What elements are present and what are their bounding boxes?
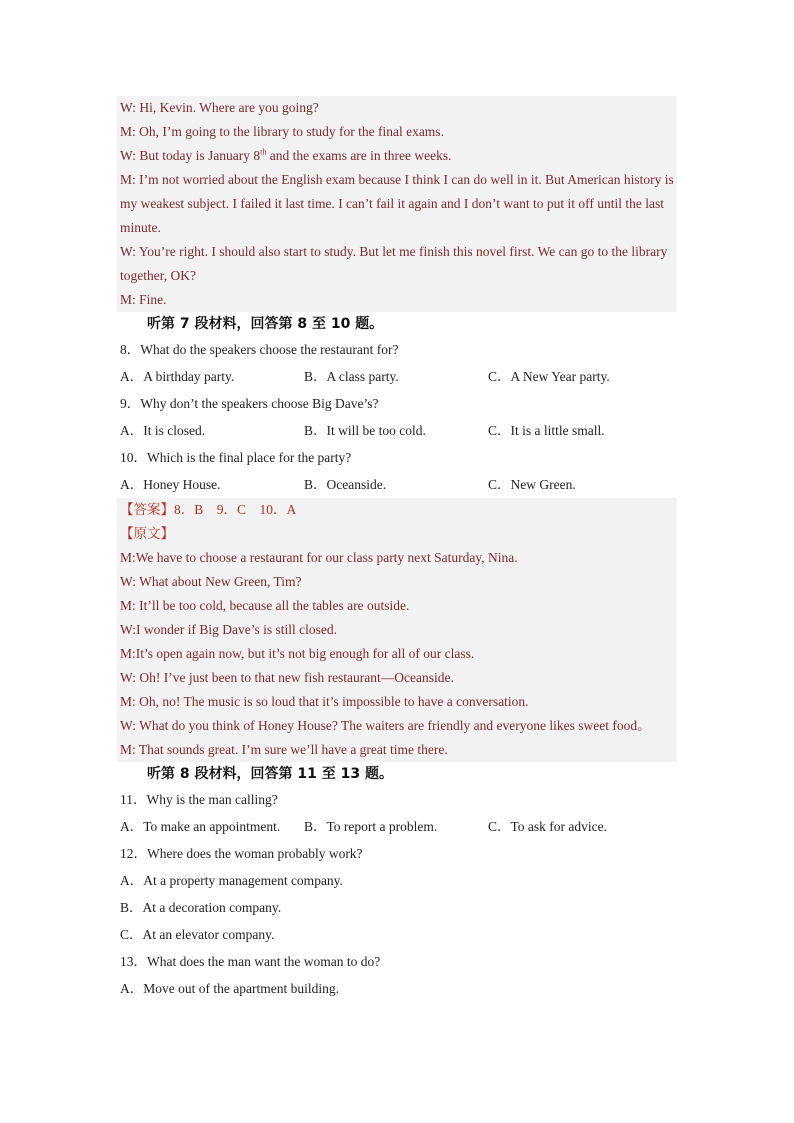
dialogue-line: W: You’re right. I should also start to study. But let me finish this novel first. We can go to the library together, OK? [120, 244, 668, 283]
transcript-line: W:I wonder if Big Dave’s is still closed. [120, 622, 337, 637]
transcript-line: W: What about New Green, Tim? [120, 574, 302, 589]
question-stem: 8．What do the speakers choose the restaurant for? [120, 342, 399, 357]
option-a: A．Move out of the apartment building. [120, 981, 339, 996]
option-b: B．At a decoration company. [120, 900, 282, 915]
question-stem: 13．What does the man want the woman to do? [120, 954, 381, 969]
transcript-label: 【原文】 [120, 526, 174, 541]
option-a: A．Honey House. [120, 477, 221, 492]
options-row [117, 813, 677, 840]
options-row [117, 363, 677, 390]
question-stem: 9．Why don’t the speakers choose Big Dave’s? [120, 396, 379, 411]
option-b: B．To report a problem. [304, 819, 438, 834]
transcript-line: M: It’ll be too cold, because all the tables are outside. [120, 598, 410, 613]
superscript-th: th [260, 147, 267, 157]
transcript-line: W: Oh! I’ve just been to that new fish restaurant—Oceanside. [120, 670, 454, 685]
section-heading: 听第 8 段材料，回答第 11 至 13 题。 [147, 766, 393, 782]
transcript-line: M:We have to choose a restaurant for our class party next Saturday, Nina. [120, 550, 518, 565]
answer-key: 【答案】8．B 9．C 10．A [120, 502, 297, 517]
section-heading: 听第 7 段材料，回答第 8 至 10 题。 [147, 316, 384, 332]
answer-transcript-block [117, 498, 677, 762]
document-page [117, 96, 677, 1002]
option-a: A．It is closed. [120, 423, 206, 438]
question-stem: 10．Which is the final place for the party? [120, 450, 352, 465]
option-c: C．A New Year party. [488, 369, 610, 384]
option-a: A．At a property management company. [120, 873, 343, 888]
options-row [117, 471, 677, 498]
dialogue-transcript-block [117, 96, 677, 312]
option-a: A．A birthday party. [120, 369, 235, 384]
transcript-line: M: That sounds great. I’m sure we’ll have a great time there. [120, 742, 448, 757]
dialogue-line: M: Oh, I’m going to the library to study for the final exams. [120, 124, 444, 139]
option-b: B．Oceanside. [304, 477, 387, 492]
dialogue-line: M: Fine. [120, 292, 167, 307]
options-row [117, 417, 677, 444]
question-stem: 11．Why is the man calling? [120, 792, 278, 807]
dialogue-line [117, 144, 677, 168]
option-c: C．To ask for advice. [488, 819, 608, 834]
dialogue-line-part: and the exams are in three weeks. [266, 148, 452, 163]
option-b: B．It will be too cold. [304, 423, 426, 438]
transcript-line: M:It’s open again now, but it’s not big enough for all of our class. [120, 646, 475, 661]
question-stem: 12．Where does the woman probably work? [120, 846, 363, 861]
dialogue-line: M: I’m not worried about the English exam because I think I can do well in it. But American history is my weakest subject. I failed it last time. I can’t fail it again and I don’t want to put it off until the last minute. [120, 172, 674, 235]
transcript-line: M: Oh, no! The music is so loud that it’s impossible to have a conversation. [120, 694, 529, 709]
dialogue-line-part: W: But today is January 8 [120, 148, 261, 163]
dialogue-line: W: Hi, Kevin. Where are you going? [120, 100, 319, 115]
option-c: C．It is a little small. [488, 423, 605, 438]
option-b: B．A class party. [304, 369, 399, 384]
option-c: C．At an elevator company. [120, 927, 275, 942]
option-a: A．To make an appointment. [120, 819, 281, 834]
option-c: C．New Green. [488, 477, 576, 492]
transcript-line: W: What do you think of Honey House? The waiters are friendly and everyone likes sweet food。 [120, 718, 651, 733]
